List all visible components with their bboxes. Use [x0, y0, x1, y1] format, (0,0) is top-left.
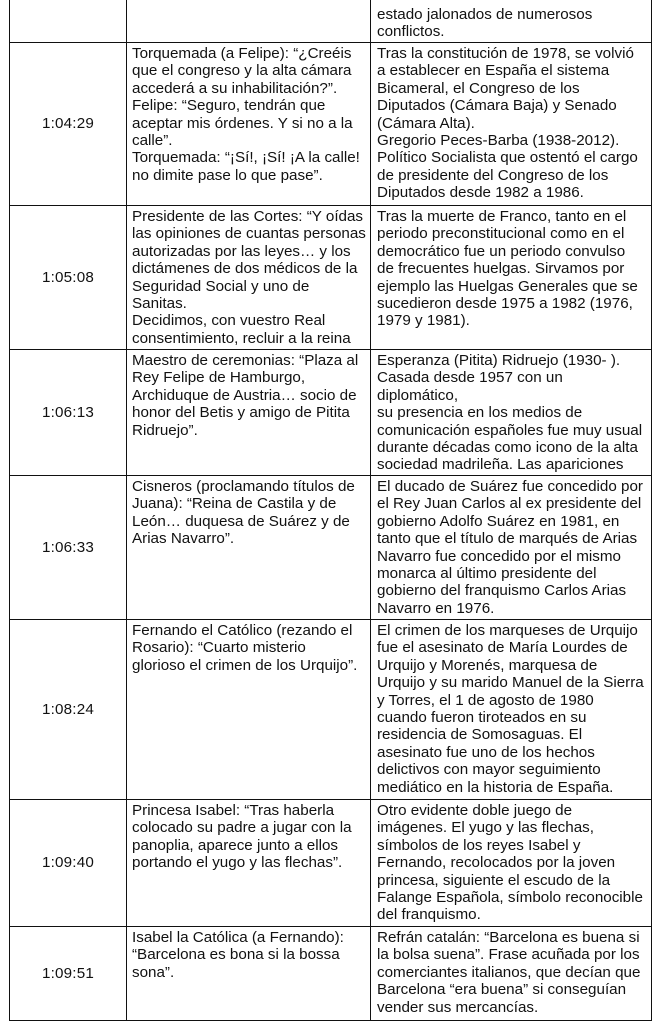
dialogue-cell: Fernando el Católico (rezando el Rosario): “Cuarto misterio glorioso el crimen de los Urquijo”. [127, 620, 371, 799]
dialogue-cell: Cisneros (proclamando títulos de Juana): “Reina de Castila y de León… duquesa de Suárez y de Arias Navarro”. [127, 476, 371, 619]
table-row [10, 350, 651, 476]
time-cell: 1:04:29 [10, 43, 127, 205]
dialogue-cell: Torquemada (a Felipe): “¿Creéis que el congreso y la alta cámara accederá a su inhabilitación?”. Felipe: “Seguro, tendrán que aceptar mis órdenes. Y si no a la calle”. Torquemada: “¡Sí!, ¡Sí! ¡A la calle! no dimite pase lo que pase”. [127, 43, 371, 205]
note-cell: Otro evidente doble juego de imágenes. El yugo y las flechas, símbolos de los reyes Isabel y Fernando, recolocados por la joven princesa, siguiente el escudo de la Falange Española, símbolo reconocible del franquismo. [377, 802, 643, 924]
table-row [10, 620, 651, 800]
note-cell: Tras la constitución de 1978, se volvió a establecer en España el sistema Bicameral, el Congreso de los Diputados (Cámara Baja) y Senado (Cámara Alta). Gregorio Peces-Barba (1938-2012). Político Socialista que ostentó el cargo de presidente del Congreso de los Diputados desde 1982 a 1986. [377, 45, 638, 202]
time-cell: 1:08:24 [10, 620, 127, 799]
note-cell: El crimen de los marqueses de Urquijo fue el asesinato de María Lourdes de Urquijo y Morenés, marquesa de Urquijo y su marido Manuel de la Sierra y Torres, el 1 de agosto de 1980 cuando fueron tiroteados en su residencia de Somosaguas. El asesinato fue uno de los hechos delictivos con mayor seguimiento mediático en la historia de España. [377, 622, 644, 796]
time-cell: 1:06:13 [10, 350, 127, 475]
note-cell: Esperanza (Pitita) Ridruejo (1930- ). Casada desde 1957 con un diplomático, su presencia en los medios de comunicación españoles fue muy usual durante décadas como icono de la alta sociedad madrileña. Las apariciones [377, 352, 643, 474]
note-cell: Refrán catalán: “Barcelona es buena si la bolsa suena”. Frase acuñada por los comerciantes italianos, que decían que Barcelona “era buena” si conseguían vender sus mercancías. [377, 929, 641, 1016]
time-cell: 1:05:08 [10, 206, 127, 349]
table-row [10, 476, 651, 620]
note-cell: estado jalonados de numerosos conflictos. [377, 6, 593, 41]
dialogue-cell: Presidente de las Cortes: “Y oídas las opiniones de cuantas personas autorizadas por las leyes… y los dictámenes de dos médicos de la Seguridad Social y uno de Sanitas. Decidimos, con vuestro Real consentimiento, recluir a la reina [127, 206, 371, 349]
note-cell: El ducado de Suárez fue concedido por el Rey Juan Carlos al ex presidente del gobierno Adolfo Suárez en 1981, en tanto que el título de marqués de Arias Navarro fue concedido por el mismo monarca al último presidente del gobierno del franquismo Carlos Arias Navarro en 1976. [377, 478, 643, 617]
time-cell: 1:09:51 [10, 927, 127, 1020]
dialogue-cell: Maestro de ceremonias: “Plaza al Rey Felipe de Hamburgo, Archiduque de Austria… socio de honor del Betis y amigo de Pitita Ridruejo”. [127, 350, 371, 475]
dialogue-cell: Princesa Isabel: “Tras haberla colocado su padre a jugar con la panoplia, aparece junto a ellos portando el yugo y las flechas”. [127, 800, 371, 926]
table-row [10, 927, 651, 1021]
note-cell: Tras la muerte de Franco, tanto en el periodo preconstitucional como en el democrático fue un periodo convulso de frecuentes huelgas. Sirvamos por ejemplo las Huelgas Generales que se sucedieron desde 1975 a 1982 (1976, 1979 y 1981). [377, 208, 638, 330]
table-row [10, 800, 651, 927]
table-row [10, 206, 651, 350]
table-row [10, 43, 651, 206]
dialogue-cell [127, 0, 371, 42]
table-row [10, 0, 651, 43]
time-cell: 1:09:40 [10, 800, 127, 926]
timecode-table [9, 0, 652, 1021]
dialogue-cell: Isabel la Católica (a Fernando): “Barcelona es bona si la bossa sona”. [127, 927, 371, 1020]
time-cell: 1:06:33 [10, 476, 127, 619]
time-cell [10, 0, 127, 42]
